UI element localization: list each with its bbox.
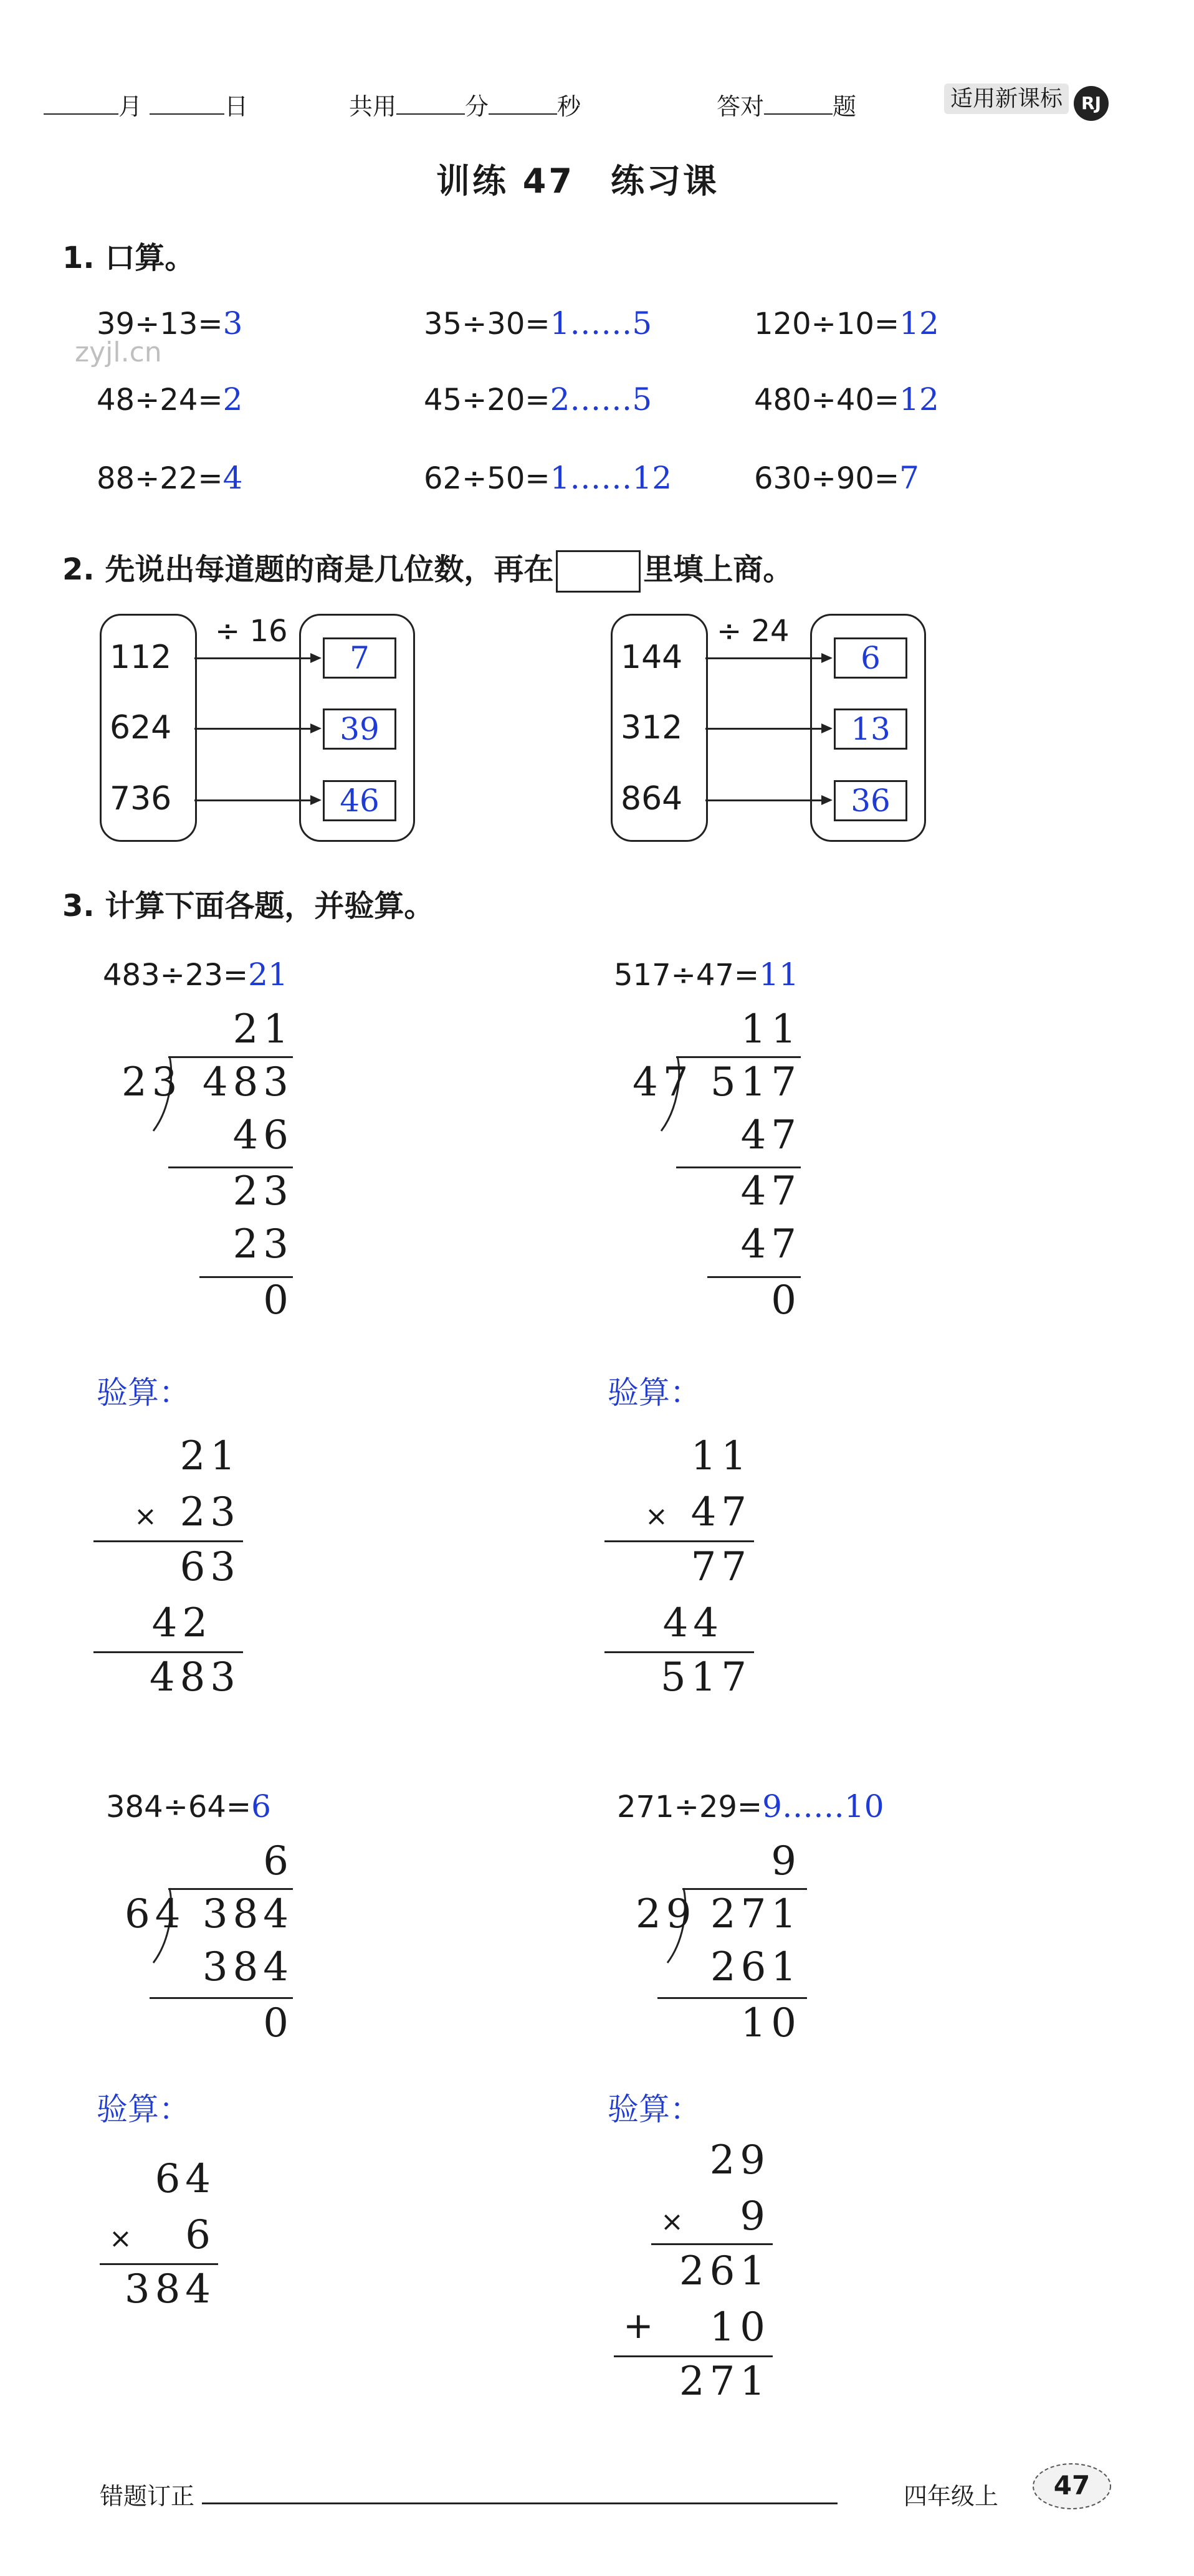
answer-text: 7: [899, 460, 919, 496]
step-value: 0: [263, 2000, 294, 2046]
step-value: 23: [232, 1168, 294, 1214]
answer-box: 13: [834, 708, 907, 750]
divisor: 64: [125, 1891, 186, 1937]
times-sign: ×: [645, 1500, 668, 1532]
partial-product: 42: [151, 1600, 213, 1646]
sum: 271: [679, 2359, 770, 2405]
partial-product: 63: [179, 1544, 241, 1590]
operator-label: ÷ 24: [717, 614, 790, 649]
expression-text: 271÷29=: [617, 1790, 763, 1825]
answer-text: 3: [222, 305, 243, 341]
answer-box: 36: [834, 780, 907, 821]
factor: 64: [155, 2156, 216, 2202]
answer-text: 12: [899, 381, 939, 417]
answer-text: 2……5: [550, 381, 652, 417]
oral-calc-item: [424, 381, 652, 417]
oral-calc-item: [424, 305, 652, 341]
divisor: 23: [122, 1059, 183, 1105]
arrow-icon: [705, 799, 830, 801]
quotient: 9: [771, 1838, 801, 1884]
factor: 29: [709, 2137, 770, 2183]
grade-label: 四年级上: [904, 2483, 999, 2510]
arrow-icon: [194, 799, 319, 801]
header-date: [44, 87, 248, 122]
operator-label: ÷ 16: [215, 614, 288, 649]
expression-text: 48÷24=: [97, 383, 223, 417]
answer-text: 1……12: [550, 460, 672, 496]
problem-expression: [614, 956, 799, 993]
correction-line: [202, 2484, 838, 2504]
arrow-icon: [705, 657, 830, 659]
input-value: 624: [110, 709, 172, 747]
factor: 23: [179, 1489, 241, 1535]
badge-text: 适用新课标: [944, 83, 1069, 114]
month-label: 月: [118, 93, 143, 120]
step-value: 384: [202, 1944, 294, 1990]
rj-logo-icon: RJ: [1074, 86, 1109, 121]
seconds-label: 秒: [557, 93, 581, 120]
plus-sign: +: [623, 2304, 654, 2347]
answer-box: 7: [323, 637, 396, 679]
product: 483: [149, 1654, 241, 1701]
q2-title-b: 里填上商。: [643, 552, 793, 587]
expression-text: 45÷20=: [424, 383, 550, 417]
oral-calc-item: [754, 305, 939, 341]
arrow-icon: [194, 657, 319, 659]
q2-title: [62, 545, 793, 593]
oral-calc-item: [424, 460, 672, 496]
q1-title: 1. 口算。: [62, 241, 195, 275]
dividend: 517: [710, 1059, 801, 1105]
step-line: [150, 1997, 293, 1999]
answer-text: 6: [251, 1788, 271, 1825]
quotient: 21: [232, 1006, 294, 1052]
oral-calc-item: [754, 460, 919, 496]
partial-product: 44: [662, 1600, 724, 1646]
oral-calc-item: [97, 305, 242, 341]
expression-text: 120÷10=: [754, 307, 900, 341]
product-line: [651, 2243, 773, 2245]
product-line: [604, 1651, 754, 1653]
answer-text: 21: [248, 956, 288, 993]
dividend: 483: [202, 1059, 294, 1105]
check-label: 验算：: [97, 1375, 190, 1411]
arrow-icon: [705, 728, 830, 730]
input-value: 312: [621, 709, 683, 747]
step-line: [657, 1997, 807, 1999]
page-title: 训练 47 练习课: [436, 161, 719, 201]
oral-calc-item: [97, 460, 242, 496]
page-number-badge: [1028, 2455, 1115, 2517]
step-value: 23: [232, 1221, 294, 1267]
answer-box: 6: [834, 637, 907, 679]
oral-calc-item: [97, 381, 242, 417]
factor: 21: [179, 1433, 241, 1479]
expression-text: 88÷22=: [97, 461, 223, 496]
answer-text: 2: [222, 381, 243, 417]
divisor: 47: [633, 1059, 694, 1105]
quotient: 6: [263, 1838, 294, 1884]
times-sign: ×: [109, 2223, 132, 2254]
dividend: 271: [710, 1891, 801, 1937]
expression-text: 62÷50=: [424, 461, 550, 496]
division-bar: [682, 1888, 807, 1890]
check-label: 验算：: [97, 2091, 190, 2127]
factor: 6: [185, 2212, 216, 2258]
addend: 10: [709, 2304, 770, 2350]
total-time-label: 共用: [349, 93, 397, 120]
answer-text: 9……10: [762, 1788, 884, 1825]
expression-text: 630÷90=: [754, 461, 900, 496]
input-value: 736: [110, 780, 172, 818]
header-correct: [717, 87, 856, 122]
input-value: 864: [621, 780, 683, 818]
product: 384: [124, 2266, 216, 2312]
q3-title: 3. 计算下面各题，并验算。: [62, 889, 434, 923]
minutes-label: 分: [465, 93, 489, 120]
problem-expression: [617, 1788, 884, 1825]
correction-label: 错题订正: [100, 2483, 195, 2510]
correction-area: [100, 2477, 838, 2511]
answer-text: 11: [759, 956, 799, 993]
division-bar: [676, 1056, 801, 1058]
problem-expression: [106, 1788, 271, 1825]
q2-title-a: 2. 先说出每道题的商是几位数，再在: [62, 552, 554, 587]
quotient: 11: [740, 1006, 801, 1052]
answer-box: 39: [323, 708, 396, 750]
product-line: [93, 1651, 243, 1653]
expression-text: 384÷64=: [106, 1790, 252, 1825]
expression-text: 35÷30=: [424, 307, 550, 341]
check-label: 验算：: [608, 1375, 701, 1411]
watermark: zyjl.cn: [75, 336, 162, 368]
partial-product: 77: [690, 1544, 752, 1590]
step-value: 10: [740, 2000, 801, 2046]
question-label: 题: [833, 93, 857, 120]
product: 517: [660, 1654, 752, 1701]
step-value: 47: [740, 1112, 801, 1158]
expression-text: 480÷40=: [754, 383, 900, 417]
times-sign: ×: [661, 2206, 684, 2238]
divisor: 29: [636, 1891, 697, 1937]
arrow-icon: [194, 728, 319, 730]
factor: 9: [740, 2193, 770, 2240]
step-value: 47: [740, 1168, 801, 1214]
partial-product: 261: [679, 2248, 770, 2294]
step-value: 0: [771, 1277, 801, 1324]
product-line: [604, 1540, 754, 1542]
answer-text: 4: [222, 460, 243, 496]
expression-text: 39÷13=: [97, 307, 223, 341]
product-line: [100, 2263, 218, 2265]
oral-calc-item: [754, 381, 939, 417]
factor: 47: [690, 1489, 752, 1535]
correct-label: 答对: [717, 93, 765, 120]
step-value: 47: [740, 1221, 801, 1267]
check-label: 验算：: [608, 2091, 701, 2127]
day-label: 日: [224, 93, 249, 120]
dividend: 384: [202, 1891, 294, 1937]
header-time: [349, 87, 581, 122]
division-bar: [168, 1888, 293, 1890]
page-number: 47: [1053, 2470, 1091, 2501]
expression-text: 517÷47=: [614, 958, 760, 993]
answer-box: 46: [323, 780, 396, 821]
blank-box: [556, 550, 641, 593]
input-value: 112: [110, 639, 172, 676]
step-value: 0: [263, 1277, 294, 1324]
step-value: 46: [232, 1112, 294, 1158]
product-line: [93, 1540, 243, 1542]
answer-text: 12: [899, 305, 939, 341]
step-value: 261: [710, 1944, 801, 1990]
answer-text: 1……5: [550, 305, 652, 341]
times-sign: ×: [134, 1500, 157, 1532]
curriculum-badge: [944, 81, 1109, 121]
input-value: 144: [621, 639, 683, 676]
factor: 11: [690, 1433, 752, 1479]
expression-text: 483÷23=: [103, 958, 249, 993]
sum-line: [614, 2355, 773, 2357]
problem-expression: [103, 956, 288, 993]
division-bar: [168, 1056, 293, 1058]
